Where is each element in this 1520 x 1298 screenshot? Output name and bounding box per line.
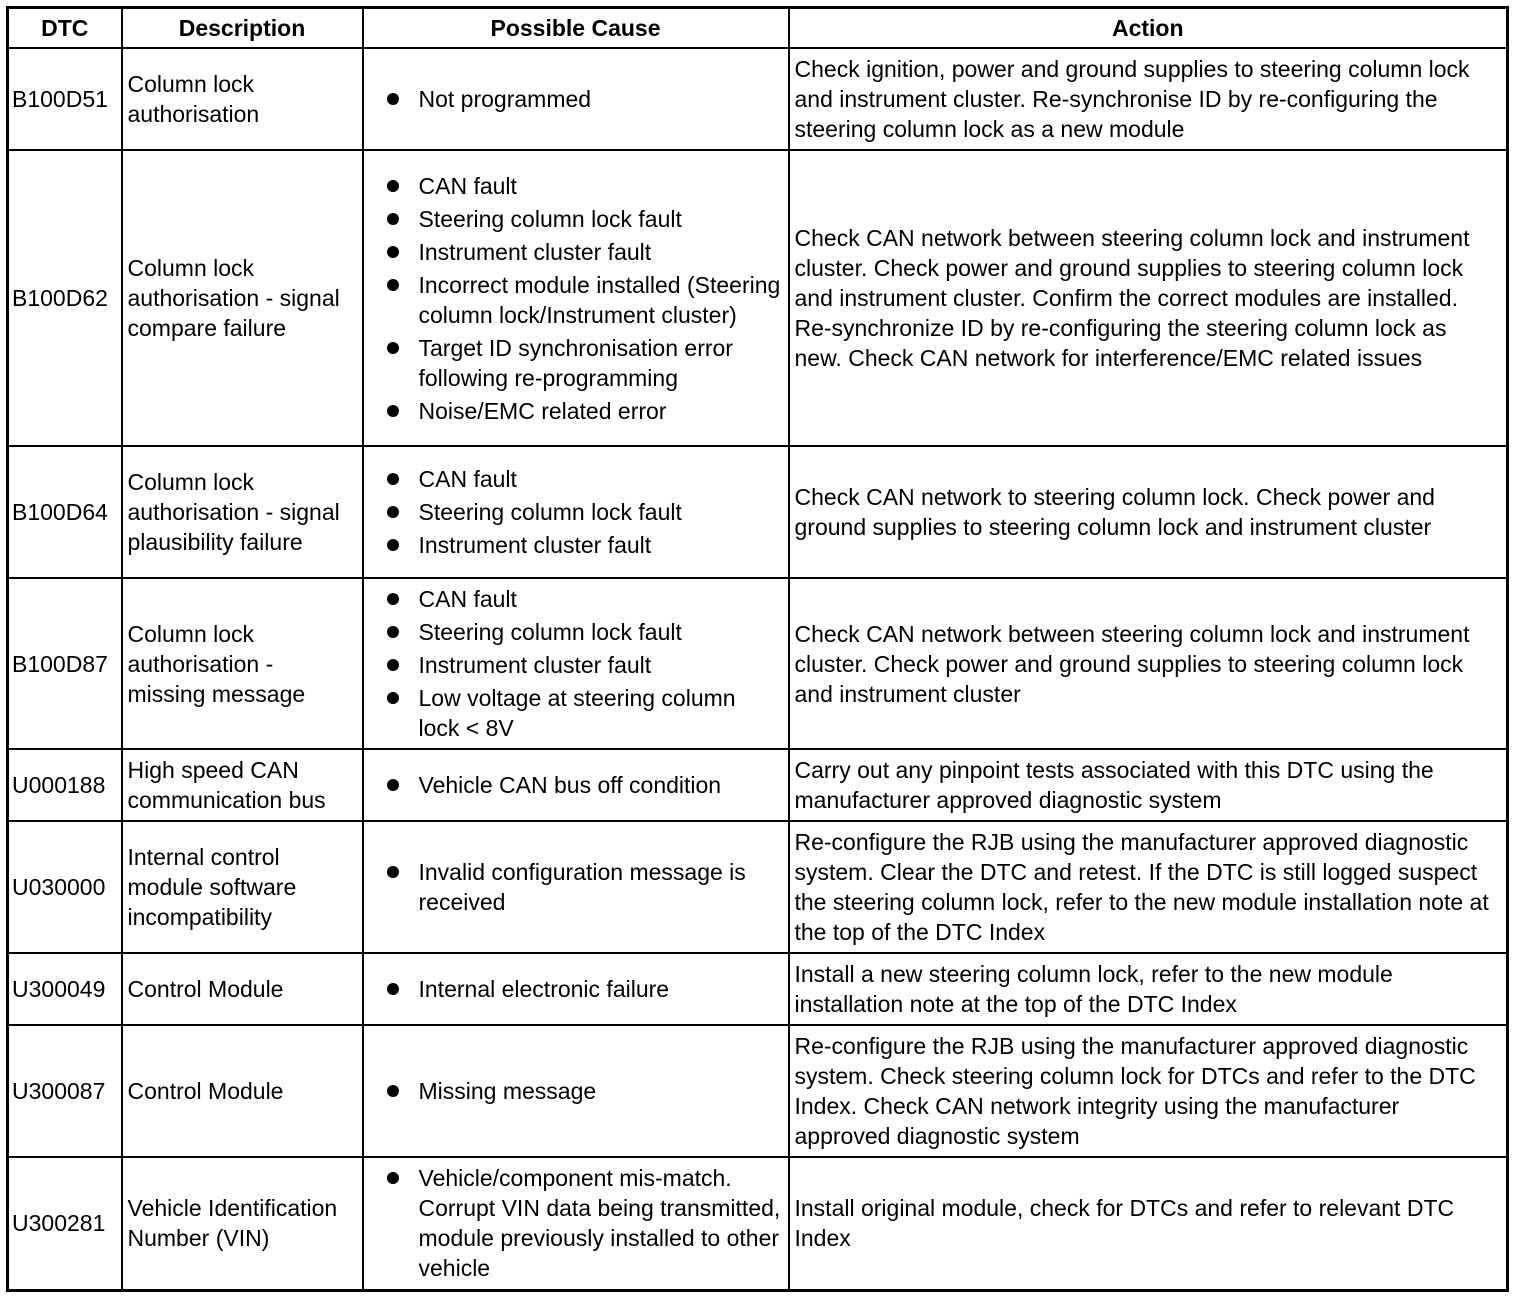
dtc-code: B100D51 <box>8 48 122 150</box>
dtc-action: Check CAN network between steering column lock and instrument cluster. Check power and ground supplies to steering column lock and instrument cluster. Confirm the correct modules are installed. Re-synchronize ID by re-configuring the steering column lock as new. Check CAN network for interference/EMC related issues <box>789 150 1508 446</box>
cause-item <box>386 974 782 1004</box>
possible-cause-cell <box>363 749 789 821</box>
possible-cause-cell <box>363 446 789 578</box>
dtc-description: Control Module <box>122 953 363 1025</box>
table-row <box>8 150 1508 446</box>
dtc-description: Column lock authorisation <box>122 48 363 150</box>
bullet-icon <box>387 866 399 878</box>
dtc-description: Vehicle Identification Number (VIN) <box>122 1157 363 1290</box>
dtc-action: Install a new steering column lock, refer to the new module installation note at the top of the DTC Index <box>789 953 1508 1025</box>
cause-text: Instrument cluster fault <box>418 532 652 558</box>
dtc-code: B100D87 <box>8 578 122 749</box>
table-row <box>8 1025 1508 1157</box>
cause-item <box>386 1076 782 1106</box>
cause-item <box>386 1163 782 1283</box>
cause-item <box>386 237 782 267</box>
cause-list <box>386 1076 782 1106</box>
bullet-icon <box>387 473 399 485</box>
cause-list <box>386 1163 782 1283</box>
table-row <box>8 578 1508 749</box>
bullet-icon <box>387 246 399 258</box>
dtc-action: Check CAN network between steering column lock and instrument cluster. Check power and ground supplies to steering column lock and instrument cluster <box>789 578 1508 749</box>
dtc-code: U030000 <box>8 821 122 953</box>
bullet-icon <box>387 983 399 995</box>
bullet-icon <box>387 1085 399 1097</box>
cause-text: Instrument cluster fault <box>418 238 652 265</box>
cause-item <box>386 530 782 560</box>
bullet-icon <box>387 405 399 417</box>
cause-item <box>386 270 782 330</box>
cause-text: Target ID synchronisation error following re-programming <box>418 334 733 391</box>
header-possible-cause: Possible Cause <box>363 8 789 49</box>
cause-item <box>386 497 782 527</box>
header-description: Description <box>122 8 363 49</box>
dtc-description: Internal control module software incompatibility <box>122 821 363 953</box>
header-action: Action <box>789 8 1508 49</box>
dtc-description: Column lock authorisation - signal plausibility failure <box>122 446 363 578</box>
bullet-icon <box>387 213 399 225</box>
dtc-action: Install original module, check for DTCs and refer to relevant DTC Index <box>789 1157 1508 1290</box>
bullet-icon <box>387 1172 399 1184</box>
possible-cause-cell <box>363 821 789 953</box>
cause-item <box>386 617 782 647</box>
cause-text: Incorrect module installed (Steering column lock/Instrument cluster) <box>418 271 781 328</box>
table-row <box>8 821 1508 953</box>
bullet-icon <box>387 659 399 671</box>
cause-list <box>386 84 782 114</box>
cause-text: Instrument cluster fault <box>418 652 652 678</box>
dtc-code: U000188 <box>8 749 122 821</box>
cause-text: Low voltage at steering column lock < 8V <box>418 685 736 741</box>
table-row <box>8 1157 1508 1290</box>
dtc-action: Check CAN network to steering column lock. Check power and ground supplies to steering column lock and instrument cluster <box>789 446 1508 578</box>
dtc-description: Column lock authorisation - missing message <box>122 578 363 749</box>
dtc-action: Check ignition, power and ground supplies to steering column lock and instrument cluster. Re-synchronise ID by re-configuring the steering column lock as a new module <box>789 48 1508 150</box>
bullet-icon <box>387 692 399 704</box>
dtc-action: Re-configure the RJB using the manufacturer approved diagnostic system. Clear the DTC and retest. If the DTC is still logged suspect the steering column lock, refer to the new module installation note at the top of the DTC Index <box>789 821 1508 953</box>
cause-text: Not programmed <box>418 86 592 112</box>
cause-list <box>386 584 782 743</box>
cause-item <box>386 683 782 743</box>
cause-text: Vehicle/component mis-match. Corrupt VIN data being transmitted, module previously installed to other vehicle <box>418 1165 781 1282</box>
cause-list <box>386 171 782 426</box>
cause-item <box>386 204 782 234</box>
cause-list <box>386 464 782 560</box>
dtc-description: Control Module <box>122 1025 363 1157</box>
cause-text: CAN fault <box>418 466 517 492</box>
cause-item <box>386 464 782 494</box>
cause-item <box>386 770 782 800</box>
dtc-description: Column lock authorisation - signal compare failure <box>122 150 363 446</box>
cause-text: CAN fault <box>418 586 517 612</box>
dtc-action: Carry out any pinpoint tests associated with this DTC using the manufacturer approved diagnostic system <box>789 749 1508 821</box>
bullet-icon <box>387 342 399 354</box>
cause-list <box>386 857 782 917</box>
dtc-code: B100D64 <box>8 446 122 578</box>
table-row <box>8 48 1508 150</box>
cause-list <box>386 770 782 800</box>
header-dtc: DTC <box>8 8 122 49</box>
bullet-icon <box>387 539 399 551</box>
possible-cause-cell <box>363 48 789 150</box>
dtc-description: High speed CAN communication bus <box>122 749 363 821</box>
cause-text: Missing message <box>418 1078 597 1104</box>
dtc-code: U300049 <box>8 953 122 1025</box>
table-body <box>8 48 1508 1290</box>
possible-cause-cell <box>363 150 789 446</box>
bullet-icon <box>387 93 399 105</box>
cause-item <box>386 584 782 614</box>
cause-text: Noise/EMC related error <box>418 397 667 424</box>
possible-cause-cell <box>363 1025 789 1157</box>
dtc-table <box>6 6 1509 1292</box>
possible-cause-cell <box>363 953 789 1025</box>
table-row <box>8 953 1508 1025</box>
cause-list <box>386 974 782 1004</box>
cause-item <box>386 84 782 114</box>
possible-cause-cell <box>363 578 789 749</box>
possible-cause-cell <box>363 1157 789 1290</box>
header-row <box>8 8 1508 49</box>
dtc-action: Re-configure the RJB using the manufacturer approved diagnostic system. Check steering column lock for DTCs and refer to the DTC Index. Check CAN network integrity using the manufacturer approved diagnostic system <box>789 1025 1508 1157</box>
dtc-code: U300281 <box>8 1157 122 1290</box>
cause-item <box>386 333 782 393</box>
cause-text: Invalid configuration message is received <box>418 859 746 915</box>
cause-text: CAN fault <box>418 172 517 199</box>
cause-text: Vehicle CAN bus off condition <box>418 772 722 798</box>
bullet-icon <box>387 779 399 791</box>
cause-item <box>386 857 782 917</box>
cause-text: Steering column lock fault <box>418 499 682 525</box>
bullet-icon <box>387 279 399 291</box>
bullet-icon <box>387 180 399 192</box>
dtc-table-container <box>6 6 1509 1292</box>
bullet-icon <box>387 593 399 605</box>
cause-item <box>386 650 782 680</box>
cause-text: Steering column lock fault <box>418 619 682 645</box>
cause-item <box>386 171 782 201</box>
bullet-icon <box>387 626 399 638</box>
cause-text: Internal electronic failure <box>418 976 670 1002</box>
dtc-code: B100D62 <box>8 150 122 446</box>
bullet-icon <box>387 506 399 518</box>
table-row <box>8 749 1508 821</box>
cause-text: Steering column lock fault <box>418 205 682 232</box>
cause-item <box>386 396 782 426</box>
table-row <box>8 446 1508 578</box>
dtc-code: U300087 <box>8 1025 122 1157</box>
